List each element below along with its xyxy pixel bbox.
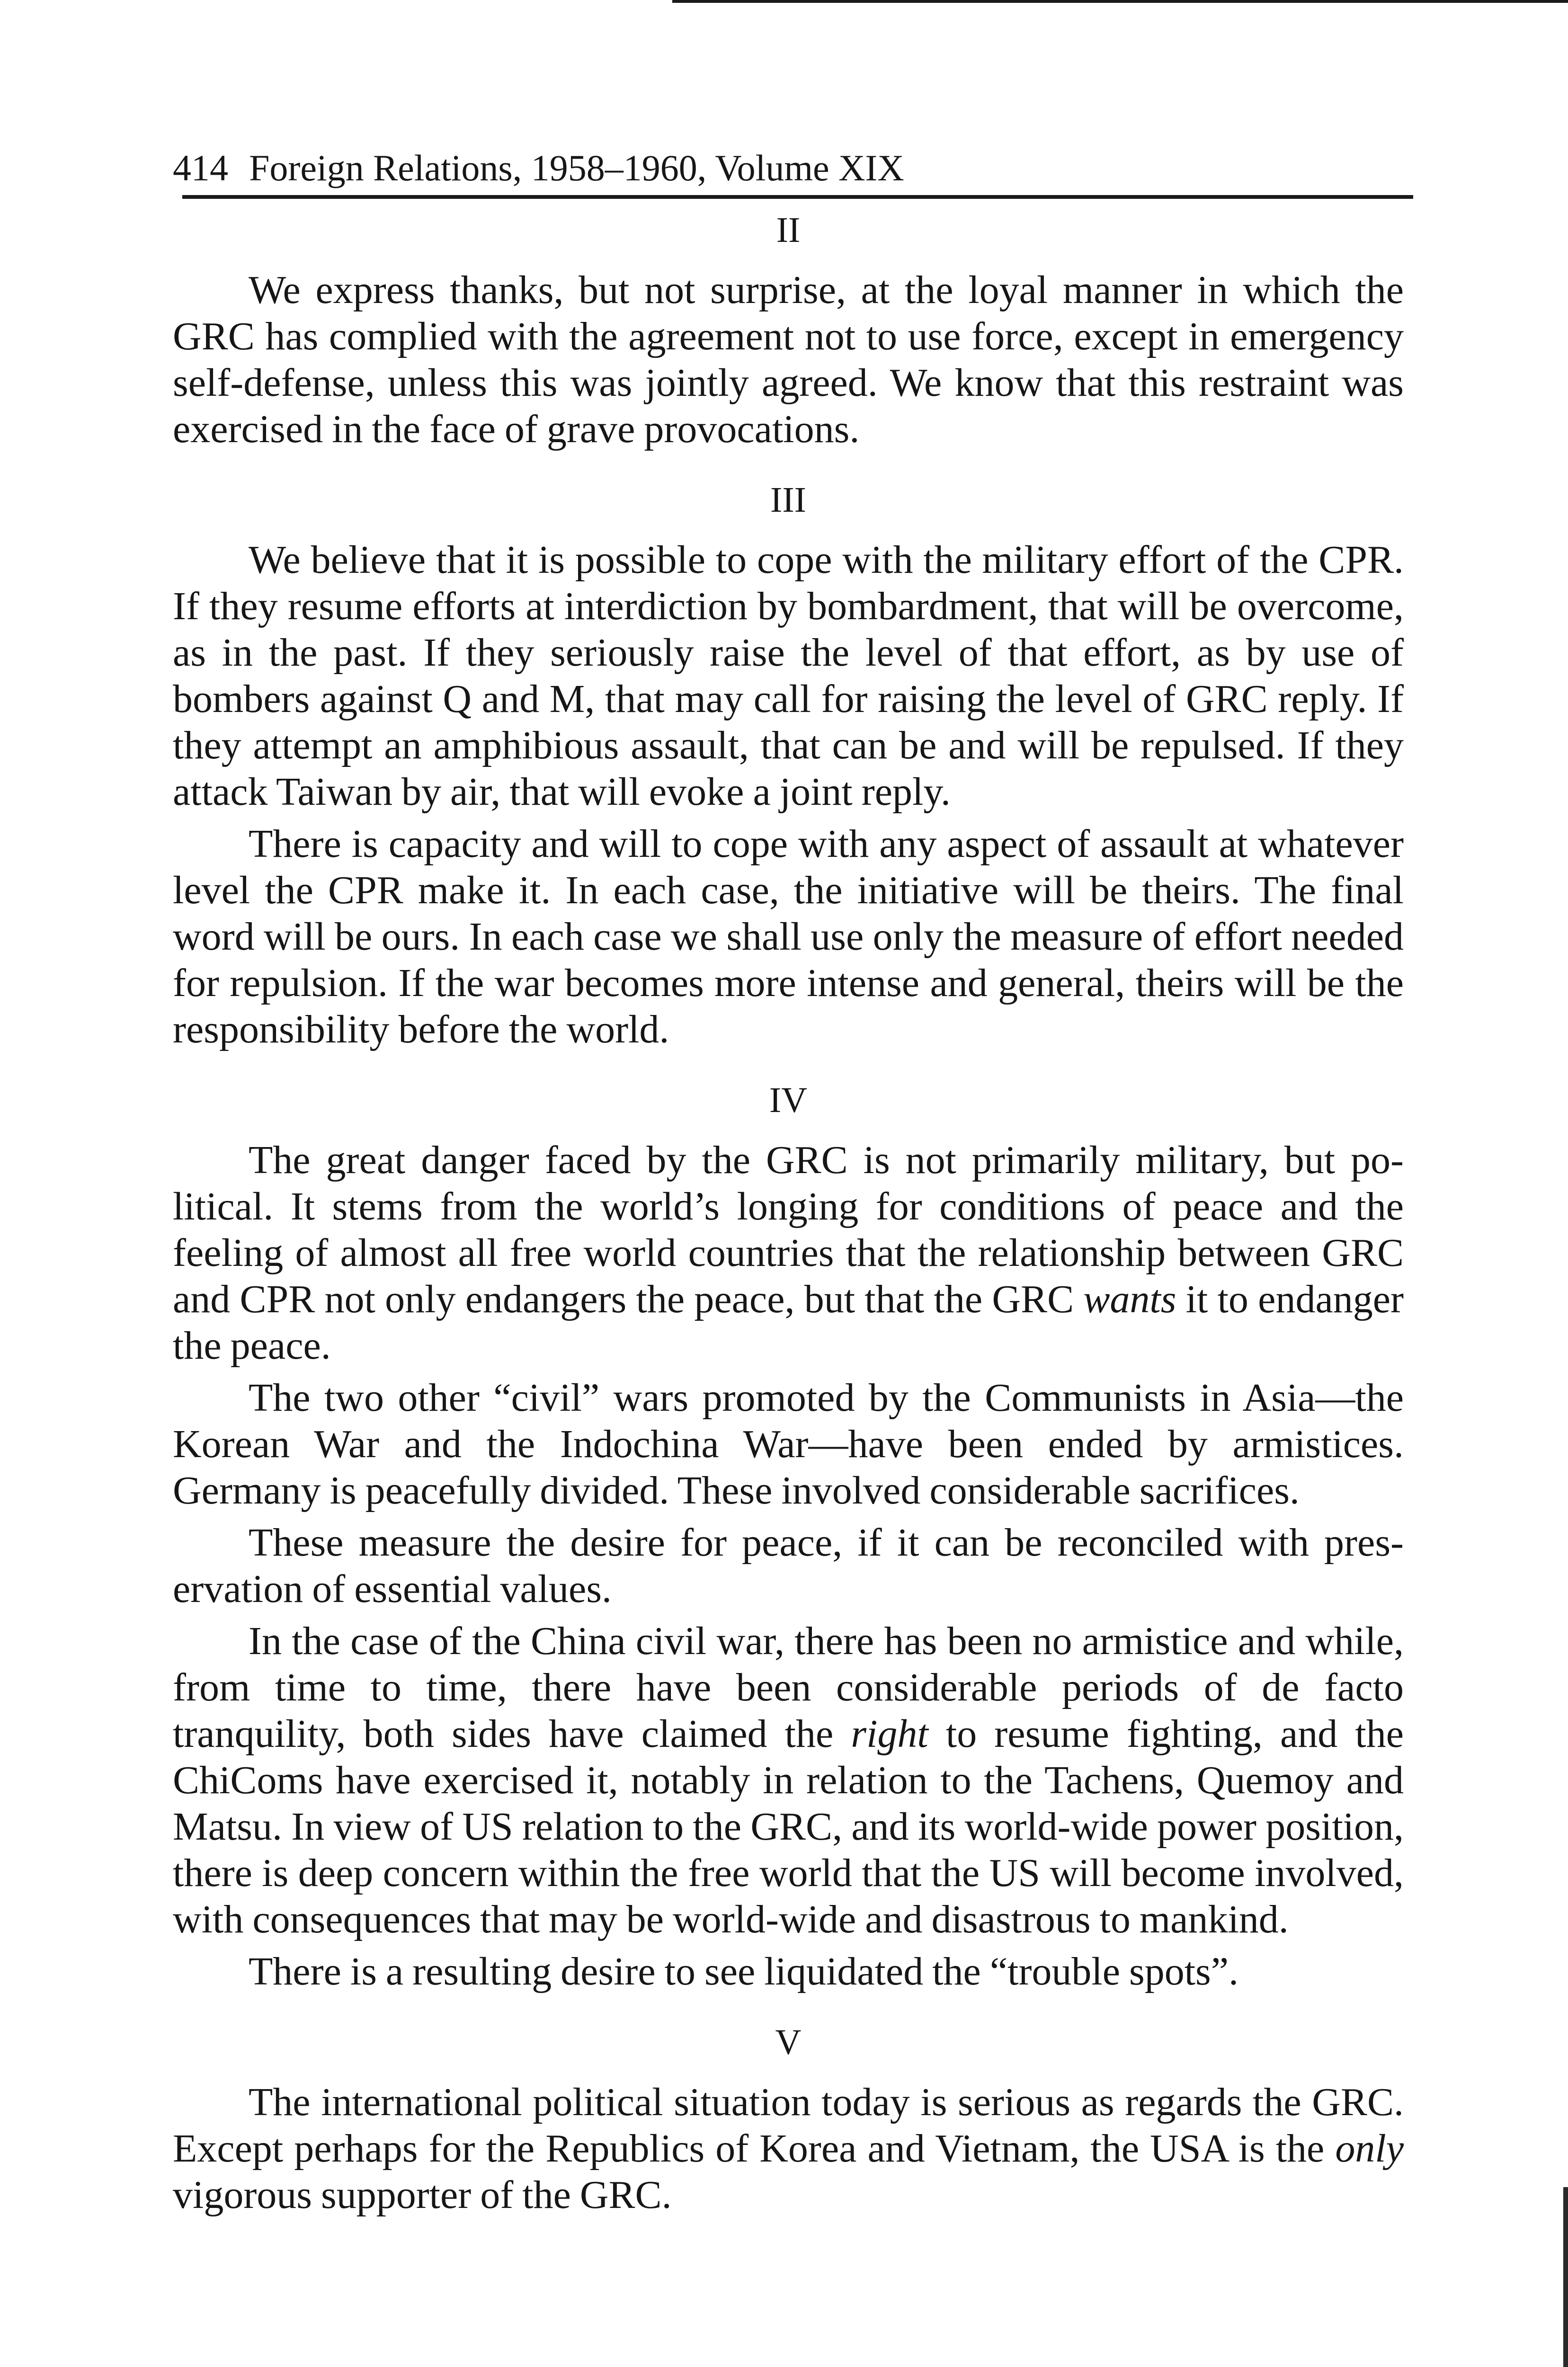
page-number: 414	[173, 147, 228, 188]
body-text	[173, 206, 1404, 2218]
running-header	[173, 142, 1404, 194]
section-numeral: V	[775, 2022, 802, 2062]
text-run: We express thanks, but not surprise, at the loyal manner in which the GRC has complied with the agreement not to use force, except in emergency self-defense, unless this was jointly agreed. We know that this restraint was exercised in the face of grave provocations.	[173, 268, 1404, 451]
paragraph	[173, 2079, 1404, 2218]
text-run: The great danger faced by the GRC is not primarily military, but political. It stems from the world’s longing for conditions of peace and the feeling of almost all free world countries that the relationship between GRC and CPR not only endangers the peace, but that the GRC	[173, 1138, 1404, 1321]
section-numeral: II	[776, 210, 801, 250]
header-title: Foreign Relations, 1958–1960, Volume XIX	[249, 147, 904, 188]
italic-emphasis: wants	[1083, 1277, 1176, 1321]
text-run: We believe that it is possible to cope with the military effort of the CPR. If they resume efforts at interdiction by bombardment, that will be overcome, as in the past. If they seriously raise the level of that effort, as by use of bombers against Q and M, that may call for raising the level of GRC reply. If they attempt an amphibious assault, that can be and will be repulsed. If they attack Taiwan by air, that will evoke a joint reply.	[173, 538, 1404, 814]
text-run: There is a resulting desire to see liquidated the “trouble spots”.	[249, 1949, 1239, 1993]
section-numeral: IV	[769, 1080, 808, 1120]
italic-emphasis: only	[1335, 2127, 1404, 2171]
page-content	[173, 142, 1404, 2218]
page-edge-shadow	[1563, 2187, 1568, 2367]
italic-emphasis: right	[851, 1712, 928, 1756]
text-run: to resume fighting, and the ChiComs have exercised it, notably in relation to the Tachens, Quemoy and Matsu. In view of US relation to the GRC, and its world-wide power position, there is deep concern within the free world that the US will become involved, with consequences that may be world-wide and disastrous to mankind.	[173, 1712, 1404, 1941]
text-run: vigorous supporter of the GRC.	[173, 2173, 672, 2217]
paragraph	[173, 1520, 1404, 1612]
paragraph	[173, 1137, 1404, 1369]
paragraph	[173, 267, 1404, 453]
paragraph	[173, 1949, 1404, 1995]
header-rule	[182, 195, 1413, 199]
text-run: These measure the desire for peace, if it can be reconciled with preservation of essential values.	[173, 1521, 1404, 1611]
paragraph	[173, 537, 1404, 815]
top-edge-rule	[672, 0, 1568, 3]
text-run: The international political situation today is serious as regards the GRC. Except perhaps for the Republics of Korea and Vietnam, the USA is the	[173, 2080, 1404, 2171]
text-run: it to endanger the peace.	[173, 1277, 1404, 1368]
text-run: In the case of the China civil war, there has been no armistice and while, from time to time, there have been considerable periods of de facto tranquility, both sides have claimed the	[173, 1619, 1404, 1756]
section-numeral: III	[770, 480, 806, 520]
paragraph	[173, 1618, 1404, 1943]
text-run: The two other “civil” wars promoted by the Communists in Asia—the Korean War and the Indochina War—have been ended by armistices. Germany is peacefully divided. These involved considerable sacrifices.	[173, 1376, 1404, 1513]
text-run: There is capacity and will to cope with any aspect of assault at whatever level the CPR make it. In each case, the initiative will be theirs. The final word will be ours. In each case we shall use only the measure of effort needed for repulsion. If the war becomes more intense and general, theirs will be the responsibility before the world.	[173, 822, 1404, 1051]
paragraph	[173, 821, 1404, 1053]
paragraph	[173, 1375, 1404, 1514]
